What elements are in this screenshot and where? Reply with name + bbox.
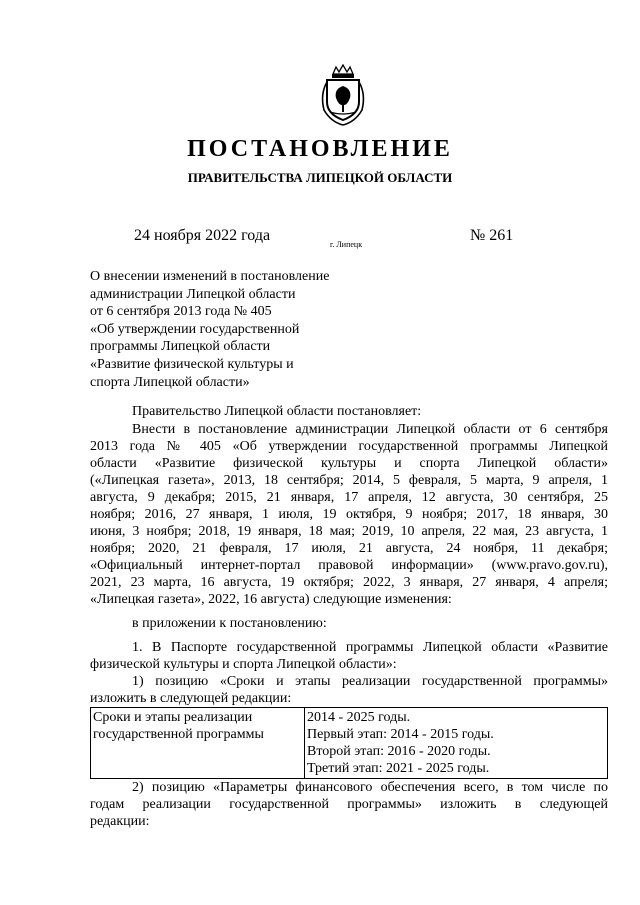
coat-of-arms-emblem bbox=[319, 64, 367, 126]
subject-line: администрации Липецкой области bbox=[90, 286, 296, 302]
subject-line: О внесении изменений в постановление bbox=[90, 269, 330, 284]
cell-text: Первый этап: 2014 - 2015 годы. bbox=[307, 727, 494, 742]
document-date: 24 ноября 2022 года bbox=[134, 227, 271, 244]
document-issuer: ПРАВИТЕЛЬСТВА ЛИПЕЦКОЙ ОБЛАСТИ bbox=[187, 170, 453, 185]
subject-line: «Об утверждении государственной bbox=[90, 321, 300, 337]
subject-line: программы Липецкой области bbox=[90, 339, 271, 355]
cell-text: Второй этап: 2016 - 2020 годы. bbox=[307, 744, 491, 759]
document-city: г. Липецк bbox=[330, 240, 363, 249]
paragraph-line: редакции: bbox=[90, 814, 150, 829]
paragraph-line: 1. В Паспорте государственной программы Липецкой области «Развитие bbox=[132, 640, 608, 655]
table-cell-label bbox=[91, 708, 305, 779]
paragraph-line: в приложении к постановлению: bbox=[132, 616, 327, 631]
table-row bbox=[91, 708, 608, 779]
program-terms-table bbox=[90, 707, 608, 779]
document-subject bbox=[90, 268, 329, 391]
subject-line: от 6 сентября 2013 года № 405 bbox=[90, 304, 272, 320]
paragraph-line: ноября; 2016, 27 января, 1 июля, 19 октября, 9 ноября; 2017, 18 января, 30 bbox=[90, 507, 608, 522]
subject-line: «Развитие физической культуры и bbox=[90, 356, 294, 372]
paragraph-line: области «Развитие физической культуры и спорта Липецкой области» bbox=[90, 456, 608, 471]
paragraph-line: 2) позицию «Параметры финансового обеспечения всего, в том числе по bbox=[132, 780, 608, 795]
cell-text: Третий этап: 2021 - 2025 годы. bbox=[307, 761, 490, 776]
paragraph-line: июня, 3 ноября; 2018, 19 января, 18 мая; 2019, 10 апреля, 22 мая, 23 августа, 1 bbox=[90, 524, 608, 539]
paragraph-line: («Липецкая газета», 2013, 18 сентября; 2014, 5 февраля, 5 марта, 9 апреля, 1 bbox=[90, 473, 608, 488]
document-title: ПОСТАНОВЛЕНИЕ bbox=[187, 136, 453, 162]
paragraph-line: изложить в следующей редакции: bbox=[90, 691, 292, 706]
paragraph-line: годам реализации государственной программы» изложить в следующей bbox=[90, 797, 608, 812]
table-cell-value bbox=[305, 708, 608, 779]
resolution-intro: Правительство Липецкой области постановляет: bbox=[132, 404, 422, 419]
paragraph-line: 1) позицию «Сроки и этапы реализации государственной программы» bbox=[132, 674, 608, 689]
paragraph-line: 2013 года № 405 «Об утверждении государственной программы Липецкой bbox=[90, 439, 608, 454]
paragraph-line: 2021, 23 марта, 16 августа, 19 октября; 2022, 3 января, 27 января, 4 апреля; bbox=[90, 575, 608, 590]
paragraph-line: августа, 9 декабря; 2015, 21 января, 17 апреля, 12 августа, 30 сентября, 25 bbox=[90, 490, 608, 505]
cell-text: Сроки и этапы реализации bbox=[93, 710, 253, 725]
paragraph-line: «Липецкая газета», 2022, 16 августа) следующие изменения: bbox=[90, 592, 452, 607]
subject-line: спорта Липецкой области» bbox=[90, 374, 250, 390]
paragraph-line: физической культуры и спорта Липецкой области»: bbox=[90, 657, 397, 672]
document-number: № 261 bbox=[470, 227, 514, 244]
paragraph-line: ноября; 2020, 21 февраля, 17 июля, 21 августа, 24 ноября, 11 декабря; bbox=[90, 541, 608, 556]
cell-text: 2014 - 2025 годы. bbox=[307, 710, 411, 725]
cell-text: государственной программы bbox=[93, 727, 264, 742]
paragraph-line: Внести в постановление администрации Липецкой области от 6 сентября bbox=[132, 422, 608, 437]
paragraph-line: «Официальный интернет-портал правовой информации» (www.pravo.gov.ru), bbox=[90, 558, 608, 573]
